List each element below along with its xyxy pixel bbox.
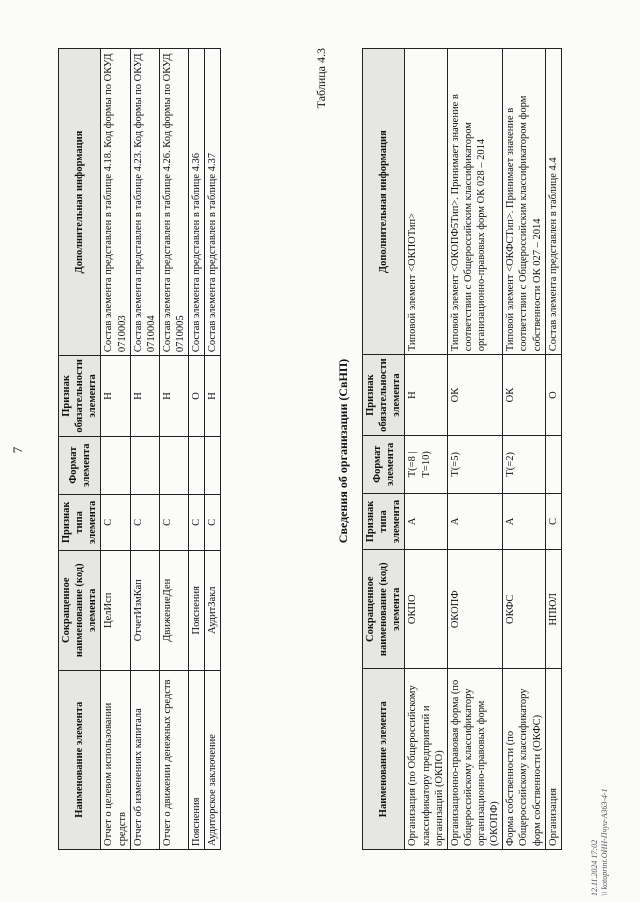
cell-format: T(=5) <box>447 435 503 493</box>
print-stamp-date: 12.11.2024 17:02 <box>590 839 599 896</box>
header-element-code: Сокращенное наименование (код) элемента <box>59 550 101 670</box>
cell-info: Состав элемента представлен в таблице 4.37 <box>205 49 221 356</box>
header-element-required: Признак обязательности элемента <box>363 355 405 436</box>
cell-format: T(=2) <box>503 435 545 493</box>
table-title: Сведения об организации (СвНП) <box>336 358 350 544</box>
header-element-format: Формат элемента <box>363 435 405 493</box>
cell-required: Н <box>130 356 159 437</box>
cell-info: Состав элемента представлен в таблице 4.4 <box>545 49 561 355</box>
cell-info: Состав элемента представлен в таблице 4.26. Код формы по ОКУД 0710005 <box>159 49 188 356</box>
cell-type: С <box>205 494 221 550</box>
table-number: Таблица 4.3 <box>314 48 328 109</box>
page-number: 7 <box>10 446 25 454</box>
cell-code: ОтчетИзмКап <box>130 550 159 670</box>
table-row <box>205 49 221 850</box>
header-element-format: Формат элемента <box>59 436 101 494</box>
cell-format <box>545 435 561 493</box>
cell-code: ОКФС <box>503 550 545 669</box>
cell-required: Н <box>405 355 447 436</box>
header-element-type: Признак типа элемента <box>59 494 101 550</box>
cell-type: С <box>545 493 561 549</box>
cell-code: ЦелИсп <box>101 550 130 670</box>
cell-required: Н <box>101 356 130 437</box>
cell-required: ОК <box>503 355 545 436</box>
cell-info: Состав элемента представлен в таблице 4.18. Код формы по ОКУД 0710003 <box>101 49 130 356</box>
cell-format <box>130 436 159 494</box>
cell-format <box>101 436 130 494</box>
print-stamp <box>590 788 609 896</box>
header-element-name: Наименование элемента <box>363 669 405 850</box>
cell-name: Аудиторское заключение <box>205 670 221 849</box>
cell-type: С <box>130 494 159 550</box>
cell-name: Пояснения <box>189 670 205 849</box>
cell-format: T(=8 | T=10) <box>405 435 447 493</box>
header-element-type: Признак типа элемента <box>363 493 405 549</box>
cell-name: Организация <box>545 669 561 850</box>
cell-info: Типовой элемент <ОКФСТип>. Принимает значение в соответствии с Общероссийским классификатором форм собственности ОК 027 – 2014 <box>503 49 545 355</box>
cell-type: А <box>503 493 545 549</box>
cell-type: С <box>101 494 130 550</box>
header-additional-info: Дополнительная информация <box>59 49 101 356</box>
cell-info: Типовой элемент <ОКОПФ5Тип>. Принимает значение в соответствии с Общероссийским классификатором организационно-правовых форм ОК 028 – 2014 <box>447 49 503 355</box>
cell-info: Состав элемента представлен в таблице 4.36 <box>189 49 205 356</box>
cell-required: ОК <box>447 355 503 436</box>
cell-code: ОКПО <box>405 550 447 669</box>
organization-info-table <box>362 48 562 850</box>
table-row <box>503 49 545 850</box>
cell-code: ДвижениеДен <box>159 550 188 670</box>
header-element-code: Сокращенное наименование (код) элемента <box>363 550 405 669</box>
table-header-row <box>363 49 405 850</box>
cell-name: Организационно-правовая форма (по Общероссийскому классификатору организационно-правовых форм (ОКОПФ) <box>447 669 503 850</box>
table-row <box>159 49 188 850</box>
cell-name: Отчет о движении денежных средств <box>159 670 188 849</box>
cell-code: Пояснения <box>189 550 205 670</box>
cell-code: ОКОПФ <box>447 550 503 669</box>
table-row <box>130 49 159 850</box>
cell-type: А <box>405 493 447 549</box>
elements-table-continued <box>58 48 221 850</box>
header-element-name: Наименование элемента <box>59 670 101 849</box>
cell-name: Отчет об изменениях капитала <box>130 670 159 849</box>
table-row <box>405 49 447 850</box>
cell-name: Форма собственности (по Общероссийскому классификатору форм собственности (ОКФС) <box>503 669 545 850</box>
table-header-row <box>59 49 101 850</box>
cell-format <box>159 436 188 494</box>
header-additional-info: Дополнительная информация <box>363 49 405 355</box>
table-row <box>101 49 130 850</box>
cell-type: А <box>447 493 503 549</box>
cell-code: НПЮЛ <box>545 550 561 669</box>
cell-required: Н <box>159 356 188 437</box>
cell-info: Состав элемента представлен в таблице 4.23. Код формы по ОКУД 0710004 <box>130 49 159 356</box>
cell-info: Типовой элемент <ОКПОТип> <box>405 49 447 355</box>
cell-required: Н <box>205 356 221 437</box>
cell-code: АудитЗакл <box>205 550 221 670</box>
table-row <box>447 49 503 850</box>
header-element-required: Признак обязательности элемента <box>59 356 101 437</box>
cell-name: Отчет о целевом использовании средств <box>101 670 130 849</box>
cell-required: О <box>545 355 561 436</box>
table-row <box>189 49 205 850</box>
cell-required: О <box>189 356 205 437</box>
cell-format <box>189 436 205 494</box>
print-stamp-path: \\ kotoprint.ОИН-Пчуи-АЗ63-4-1 <box>599 788 609 896</box>
table-row <box>545 49 561 850</box>
cell-type: С <box>189 494 205 550</box>
cell-name: Организация (по Общероссийскому классификатору предприятий и организаций (ОКПО) <box>405 669 447 850</box>
cell-type: С <box>159 494 188 550</box>
cell-format <box>205 436 221 494</box>
